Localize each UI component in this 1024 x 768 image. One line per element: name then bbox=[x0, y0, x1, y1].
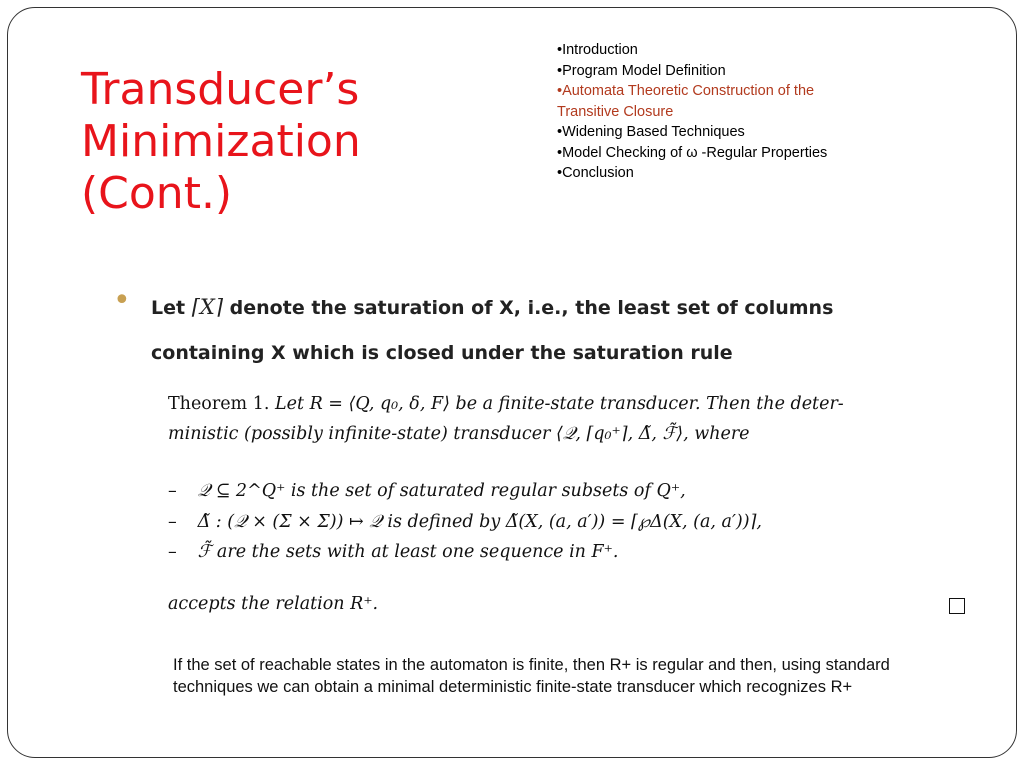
theorem-item bbox=[168, 512, 762, 532]
outline-item: •Introduction bbox=[557, 42, 638, 58]
lead-line-2: containing X which is closed under the saturation rule bbox=[151, 342, 733, 364]
theorem-label: Theorem 1. bbox=[168, 394, 270, 414]
outline-item-current: Transitive Closure bbox=[557, 103, 674, 120]
bullet-marker: • bbox=[113, 283, 131, 318]
list-dash: – bbox=[168, 542, 177, 562]
title-line: Minimization bbox=[81, 115, 361, 167]
theorem-line-2: ministic (possibly infinite-state) transducer ⟨𝒬, ⌈q₀⁺⌉, Δ̃, ℱ̃⟩, where bbox=[168, 424, 750, 444]
theorem-item-text: 𝒬 ⊆ 2^Q⁺ is the set of saturated regular subsets of Q⁺, bbox=[197, 481, 686, 501]
outline-list bbox=[557, 40, 827, 184]
saturation-symbol: ⌈X⌉ bbox=[191, 295, 224, 319]
theorem-item bbox=[168, 542, 618, 562]
lead-prefix: Let bbox=[151, 297, 186, 319]
theorem-text: Let R = ⟨Q, q₀, δ, F⟩ be a finite-state transducer. Then the deter- bbox=[275, 394, 844, 414]
outline-item-current: •Automata Theoretic Construction of the bbox=[557, 83, 815, 99]
qed-box-icon bbox=[949, 598, 965, 614]
outline-item: •Conclusion bbox=[557, 165, 634, 181]
title-line: Transducer’s bbox=[81, 64, 360, 115]
outline-item: •Widening Based Techniques bbox=[557, 124, 745, 140]
list-dash: – bbox=[168, 512, 177, 532]
outline-item: •Program Model Definition bbox=[557, 62, 726, 79]
note-paragraph: If the set of reachable states in the automaton is finite, then R+ is regular and then, using standard techniques we can obtain a minimal deterministic finite-state transducer which recognizes R+ bbox=[173, 656, 890, 696]
bullet-text bbox=[151, 290, 911, 370]
list-dash: – bbox=[168, 481, 177, 501]
lead-rest: denote the saturation of X, i.e., the least set of columns bbox=[229, 297, 834, 319]
theorem-conclusion: accepts the relation R⁺. bbox=[168, 594, 379, 614]
theorem-item bbox=[168, 481, 686, 501]
outline-item: •Model Checking of ω -Regular Properties bbox=[557, 144, 828, 161]
slide-title bbox=[81, 64, 361, 220]
theorem-item-text: Δ̃ : (𝒬 × (Σ × Σ)) ↦ 𝒬 is defined by Δ̃(X, (a, a′)) = ⌈℘Δ(X, (a, a′))⌉, bbox=[197, 512, 762, 532]
theorem-item-text: ℱ̃ are the sets with at least one sequence in F⁺. bbox=[197, 542, 619, 562]
title-line: (Cont.) bbox=[81, 167, 233, 219]
theorem-line-1 bbox=[168, 394, 844, 414]
